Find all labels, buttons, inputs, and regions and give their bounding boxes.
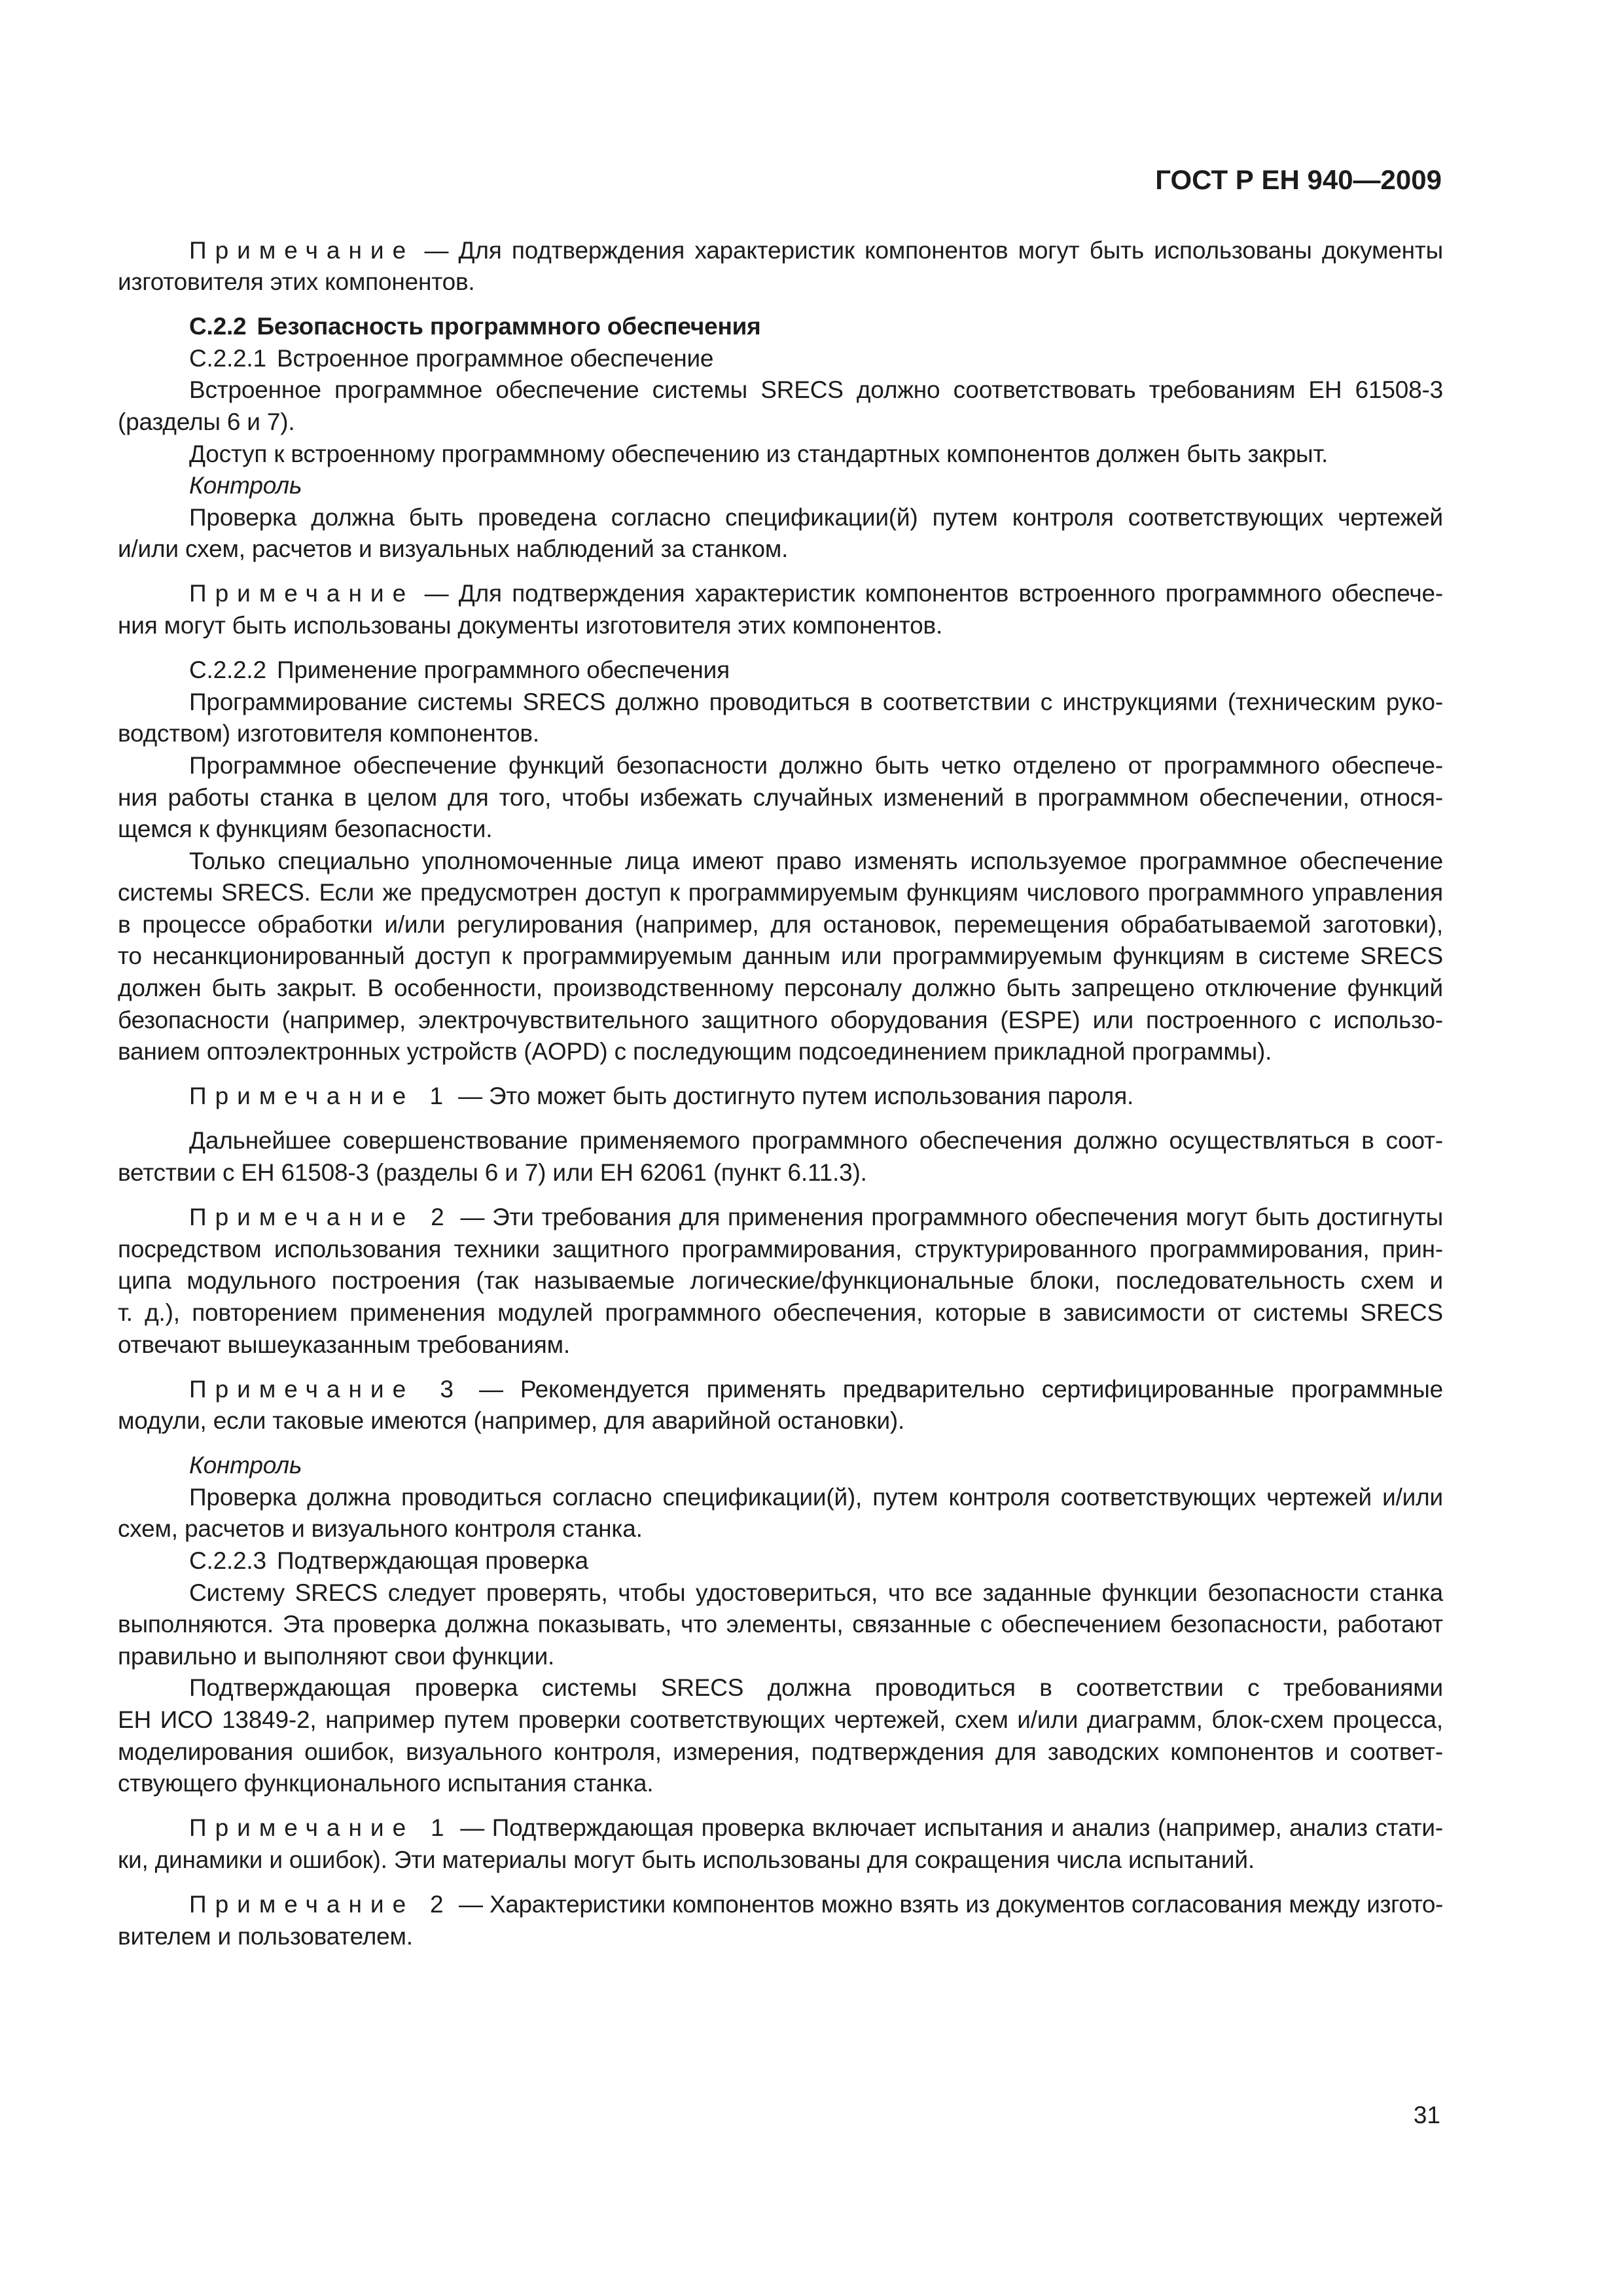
note	[118, 1081, 1443, 1113]
paragraph	[118, 1125, 1443, 1189]
note	[118, 1374, 1443, 1437]
paragraph	[118, 750, 1443, 846]
text-line: Контроль	[189, 472, 302, 499]
section-number: С.2.2	[189, 313, 247, 340]
subsection-heading	[118, 343, 1443, 375]
text-line	[118, 311, 1443, 343]
note-label: Примечание 2	[189, 1204, 453, 1231]
note-label: Примечание	[189, 236, 415, 264]
text-line: модули, если таковые имеются (например, для аварийной остановки).	[118, 1407, 905, 1435]
text-line	[118, 1081, 1443, 1113]
text-line: безопасности (например, электрочувствительного защитного оборудования (ESPE) или построенного с использо-	[118, 1006, 1443, 1033]
note-label: Примечание 2	[189, 1891, 452, 1918]
subsection-title: Встроенное программное обеспечение	[277, 344, 714, 372]
note	[118, 578, 1443, 641]
text-line: моделирования ошибок, визуального контроля, измерения, подтверждения для заводских компонентов и соответ-	[118, 1738, 1443, 1765]
note-label: Примечание 1	[189, 1083, 452, 1110]
note	[118, 235, 1443, 298]
text-line: правильно и выполняют свои функции.	[118, 1642, 555, 1670]
note	[118, 1889, 1443, 1952]
subsection-number: С.2.2.2	[189, 656, 266, 684]
text-line: ки, динамики и ошибок). Эти материалы могут быть использованы для сокращения числа испытаний.	[118, 1846, 1255, 1873]
text-line: ствующего функционального испытания станка.	[118, 1770, 654, 1797]
note-label: Примечание 3	[189, 1375, 462, 1403]
text-line	[118, 1812, 1443, 1844]
text-line	[118, 235, 1443, 267]
control-label	[118, 1450, 1443, 1482]
text-line	[118, 343, 1443, 375]
note	[118, 1202, 1443, 1361]
text-line: Подтверждающая проверка системы SRECS должна проводиться в соответствии с требованиями	[189, 1674, 1443, 1702]
subsection-title: Применение программного обеспечения	[277, 656, 730, 684]
page-number: 31	[1413, 2102, 1440, 2128]
text-line: (разделы 6 и 7).	[118, 408, 295, 435]
note-text: — Для подтверждения характеристик компонентов могут быть использованы документы	[424, 236, 1443, 264]
text-line: ветствии с ЕН 61508-3 (разделы 6 и 7) или ЕН 62061 (пункт 6.11.3).	[118, 1159, 867, 1187]
text-line: щемся к функциям безопасности.	[118, 816, 493, 843]
note-text: — Характеристики компонентов можно взять из документов согласования между изгото-	[458, 1891, 1443, 1918]
paragraph	[118, 1482, 1443, 1545]
subsection-number: С.2.2.3	[189, 1547, 266, 1575]
text-line: ванием оптоэлектронных устройств (AOPD) с последующим подсоединением прикладной программы).	[118, 1038, 1272, 1066]
text-line	[118, 1202, 1443, 1234]
note	[118, 1812, 1443, 1876]
text-line: системы SRECS. Если же предусмотрен доступ к программируемым функциям числового программного управления	[118, 879, 1443, 906]
note-label: Примечание	[189, 580, 415, 607]
text-line: должен быть закрыт. В особенности, производственному персоналу должно быть запрещено отключение функций	[118, 975, 1443, 1002]
subsection-heading	[118, 1545, 1443, 1577]
control-label	[118, 470, 1443, 502]
text-line: ципа модульного построения (так называемые логические/функциональные блоки, последовательность схем и	[118, 1267, 1443, 1295]
subsection-title: Подтверждающая проверка	[277, 1547, 588, 1575]
text-line: Только специально уполномоченные лица имеют право изменять используемое программное обеспечение	[189, 847, 1443, 874]
paragraph	[118, 374, 1443, 438]
text-line: Дальнейшее совершенствование применяемого программного обеспечения должно осуществляться в соот-	[189, 1127, 1443, 1155]
text-line	[118, 1889, 1443, 1921]
standard-designation: ГОСТ Р ЕН 940—2009	[1155, 164, 1442, 195]
text-line: Проверка должна проводиться согласно спецификации(й), путем контроля соответствующих чертежей и/или	[189, 1483, 1443, 1511]
subsection-number: С.2.2.1	[189, 344, 266, 372]
text-line: водством) изготовителя компонентов.	[118, 720, 539, 747]
document-body	[118, 222, 1443, 1965]
text-line: то несанкционированный доступ к программируемым данным или программируемым функциям в системе SRECS	[118, 942, 1443, 970]
text-line: в процессе обработки и/или регулирования (например, для остановок, перемещения обрабатываемой заготовки),	[118, 910, 1443, 938]
note-text: — Эти требования для применения программного обеспечения могут быть достигнуты	[460, 1204, 1443, 1231]
note-label: Примечание 1	[189, 1814, 453, 1842]
text-line: Встроенное программное обеспечение системы SRECS должно соответствовать требованиям ЕН 61508-3	[189, 376, 1443, 404]
text-line: схем, расчетов и визуального контроля станка.	[118, 1515, 643, 1543]
text-line: вителем и пользователем.	[118, 1922, 413, 1950]
text-line: Программирование системы SRECS должно проводиться в соответствии с инструкциями (техническим руко-	[189, 688, 1443, 715]
text-line: и/или схем, расчетов и визуальных наблюдений за станком.	[118, 535, 789, 563]
section-title: Безопасность программного обеспечения	[257, 313, 761, 340]
note-text: — Для подтверждения характеристик компонентов встроенного программного обеспече-	[424, 580, 1443, 607]
text-line: посредством использования техники защитного программирования, структурированного программирования, прин-	[118, 1235, 1443, 1263]
note-text: — Подтверждающая проверка включает испытания и анализ (например, анализ стати-	[460, 1814, 1443, 1842]
subsection-heading	[118, 655, 1443, 687]
text-line: отвечают вышеуказанным требованиям.	[118, 1331, 570, 1358]
text-line	[118, 578, 1443, 610]
text-line: ния работы станка в целом для того, чтобы избежать случайных изменений в программном обеспечении, относя-	[118, 783, 1443, 811]
text-line: ЕН ИСО 13849-2, например путем проверки соответствующих чертежей, схем и/или диаграмм, блок-схем процесса,	[118, 1706, 1443, 1734]
text-line: Программное обеспечение функций безопасности должно быть четко отделено от программного обеспече-	[189, 751, 1443, 779]
paragraph	[118, 1672, 1443, 1799]
text-line: Проверка должна быть проведена согласно спецификации(й) путем контроля соответствующих чертежей	[189, 503, 1443, 531]
text-line: выполняются. Эта проверка должна показывать, что элементы, связанные с обеспечением безопасности, работают	[118, 1611, 1443, 1638]
text-line	[118, 1545, 1443, 1577]
paragraph	[118, 846, 1443, 1068]
paragraph	[118, 687, 1443, 750]
paragraph	[118, 1577, 1443, 1673]
text-line	[118, 1374, 1443, 1406]
text-line	[118, 655, 1443, 687]
text-line: Доступ к встроенному программному обеспечению из стандартных компонентов должен быть закрыт.	[189, 440, 1329, 467]
note-text: — Рекомендуется применять предварительно сертифицированные программные	[479, 1375, 1443, 1403]
section-heading	[118, 311, 1443, 343]
text-line: Систему SRECS следует проверять, чтобы удостовериться, что все заданные функции безопасности станка	[189, 1579, 1443, 1606]
text-line: изготовителя этих компонентов.	[118, 268, 475, 296]
text-line: Контроль	[189, 1452, 302, 1479]
note-text: — Это может быть достигнуто путем использования пароля.	[458, 1083, 1134, 1110]
text-line: т. д.), повторением применения модулей программного обеспечения, которые в зависимости от системы SRECS	[118, 1299, 1443, 1326]
paragraph	[118, 502, 1443, 565]
text-line: ния могут быть использованы документы изготовителя этих компонентов.	[118, 612, 943, 639]
paragraph	[118, 439, 1443, 471]
